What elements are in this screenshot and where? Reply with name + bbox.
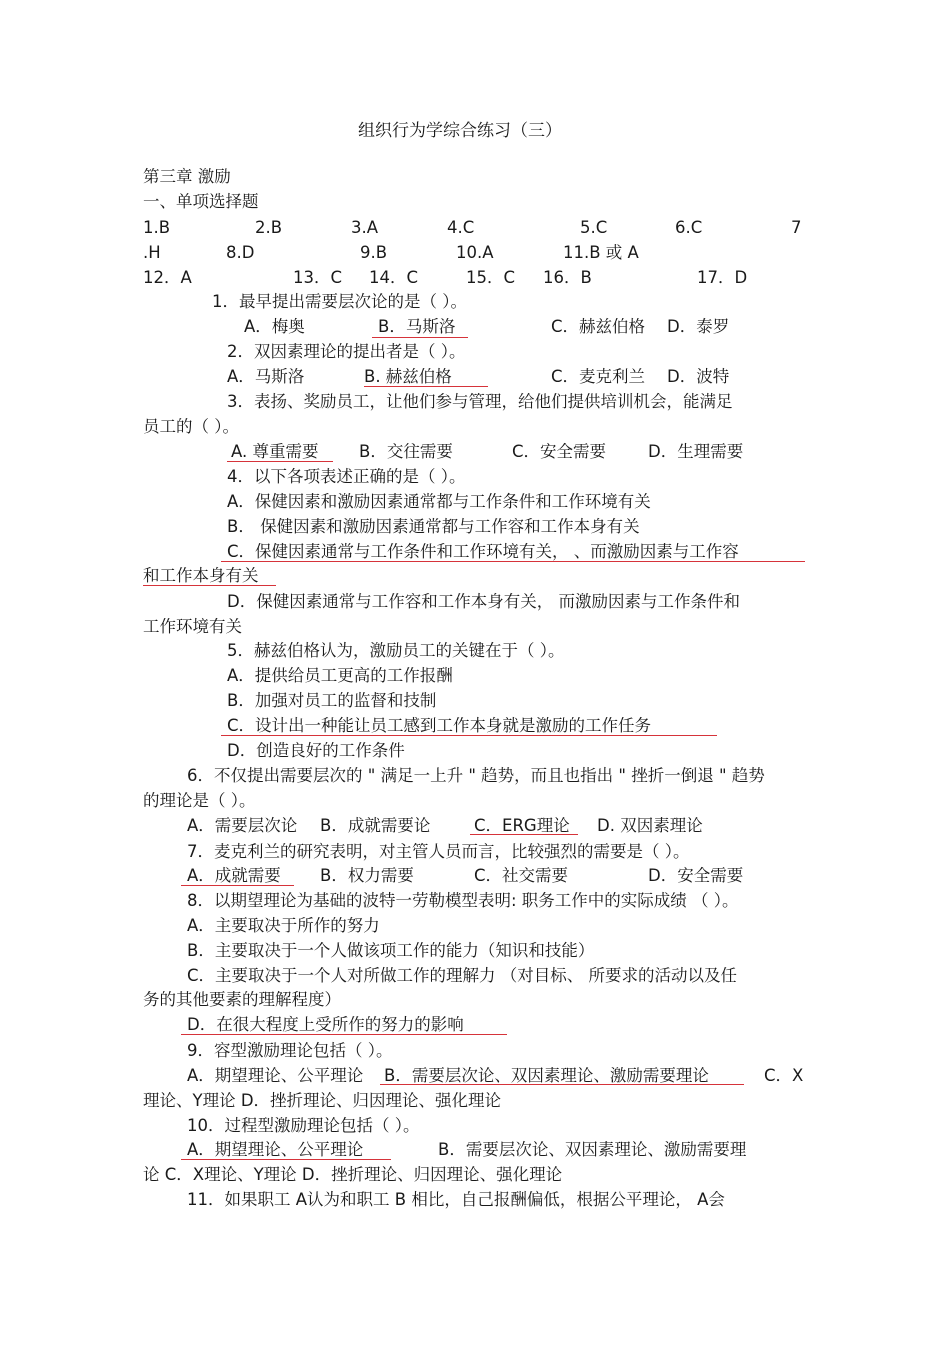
q3-option-a: A. 尊重需要: [231, 442, 319, 461]
question-7-stem: 7．麦克利兰的研究表明，对主管人员而言，比较强烈的需要是（ ）。: [187, 842, 690, 861]
q1-option-b: B．马斯洛: [378, 317, 456, 336]
answer-item: 2.B: [255, 218, 283, 237]
q2-option-d: D．波特: [667, 367, 730, 386]
chapter-heading: 第三章 激励: [143, 167, 231, 186]
q9-option-b: B．需要层次论、双因素理论、激励需要理论: [384, 1066, 709, 1085]
question-10-stem: 10．过程型激励理论包括（ ）。: [187, 1116, 420, 1135]
answer-item: 8.D: [226, 243, 255, 262]
q7-option-b: B．权力需要: [320, 866, 414, 885]
question-5-stem: 5．赫兹伯格认为，激励员工的关键在于（ ）。: [227, 641, 565, 660]
answer-item: 3.A: [351, 218, 379, 237]
answer-item: 16．B: [543, 268, 592, 287]
answer-underline: [221, 561, 805, 562]
q7-option-c: C．社交需要: [474, 866, 569, 885]
q5-option-c: C．设计出一种能让员工感到工作本身就是激励的工作任务: [227, 716, 652, 735]
q3-option-b: B．交往需要: [359, 442, 453, 461]
answer-underline: [470, 834, 578, 835]
q8-option-a: A．主要取决于所作的努力: [187, 916, 380, 935]
q4-option-d: D．保健因素通常与工作容和工作本身有关， 而激励因素与工作条件和: [227, 592, 740, 611]
q5-option-a: A．提供给员工更高的工作报酬: [227, 666, 453, 685]
q8-option-c-cont: 务的其他要素的理解程度）: [143, 990, 341, 1009]
q4-option-c-cont: 和工作本身有关: [143, 566, 259, 585]
q10-options-cont: 论 C．X理论、Y理论 D．挫折理论、归因理论、强化理论: [143, 1165, 563, 1184]
q4-option-d-cont: 工作环境有关: [143, 617, 242, 636]
question-6-stem-cont: 的理论是（ ）。: [143, 791, 256, 810]
question-3-stem: 3．表扬、奖励员工，让他们参与管理，给他们提供培训机会，能满足: [227, 392, 733, 411]
q9-option-a: A．期望理论、公平理论: [187, 1066, 364, 1085]
answer-item: 13．C: [293, 268, 343, 287]
q6-option-d: D. 双因素理论: [597, 816, 703, 835]
answer-underline: [372, 337, 468, 338]
q7-option-d: D．安全需要: [648, 866, 744, 885]
q1-option-d: D．泰罗: [667, 317, 730, 336]
q4-option-a: A．保健因素和激励因素通常都与工作条件和工作环境有关: [227, 492, 651, 511]
q4-option-c: C．保健因素通常与工作条件和工作环境有关， 、而激励因素与工作容: [227, 542, 739, 561]
q6-option-a: A．需要层次论: [187, 816, 298, 835]
answer-underline: [380, 1084, 744, 1085]
page-title: 组织行为学综合练习（三）: [358, 121, 562, 141]
answer-item: 4.C: [447, 218, 475, 237]
section-heading: 一、单项选择题: [143, 192, 259, 211]
q6-option-c: C．ERG理论: [474, 816, 570, 835]
question-3-stem-cont: 员工的（ ）。: [143, 417, 239, 436]
question-9-stem: 9．容型激励理论包括（ ）。: [187, 1041, 393, 1060]
q8-option-c: C．主要取决于一个人对所做工作的理解力 （对目标、 所要求的活动以及任: [187, 966, 738, 985]
answer-item: 1.B: [143, 218, 171, 237]
question-2-stem: 2．双因素理论的提出者是（ ）。: [227, 342, 466, 361]
answer-underline: [181, 885, 294, 886]
answer-item: 9.B: [360, 243, 388, 262]
answer-underline: [181, 1034, 507, 1035]
q4-option-b: B． 保健因素和激励因素通常都与工作容和工作本身有关: [227, 517, 640, 536]
question-4-stem: 4．以下各项表述正确的是（ ）。: [227, 467, 466, 486]
q3-option-c: C．安全需要: [512, 442, 607, 461]
answer-underline: [143, 585, 276, 586]
answer-underline: [364, 386, 488, 387]
q2-option-a: A．马斯洛: [227, 367, 305, 386]
answer-item: 6.C: [675, 218, 703, 237]
q6-option-b: B．成就需要论: [320, 816, 431, 835]
answer-underline: [181, 1159, 391, 1160]
answer-item: 14．C: [369, 268, 419, 287]
q2-option-c: C．麦克利兰: [551, 367, 646, 386]
answer-item: 15．C: [466, 268, 516, 287]
answer-item: 7: [791, 218, 802, 237]
question-11-stem: 11．如果职工 A认为和职工 B 相比，自己报酬偏低，根据公平理论， A会: [187, 1190, 725, 1209]
answer-underline: [227, 461, 333, 462]
q7-option-a: A．成就需要: [187, 866, 281, 885]
q9-option-c: C．X: [764, 1066, 804, 1085]
q3-option-d: D．生理需要: [648, 442, 744, 461]
answer-item: 17．D: [697, 268, 748, 287]
q1-option-a: A．梅奥: [244, 317, 305, 336]
question-1-stem: 1．最早提出需要层次论的是（ ）。: [212, 292, 467, 311]
question-8-stem: 8．以期望理论为基础的波特一劳勒模型表明: 职务工作中的实际成绩 （ ）。: [187, 891, 739, 910]
answer-item: 10.A: [456, 243, 494, 262]
q5-option-b: B．加强对员工的监督和技制: [227, 691, 437, 710]
q5-option-d: D．创造良好的工作条件: [227, 741, 405, 760]
answer-underline: [221, 735, 717, 736]
answer-item: 11.B 或 A: [563, 243, 639, 262]
answer-item: 5.C: [580, 218, 608, 237]
answer-item: .H: [143, 243, 161, 262]
q10-option-a: A．期望理论、公平理论: [187, 1140, 364, 1159]
q10-option-b: B．需要层次论、双因素理论、激励需要理: [438, 1140, 747, 1159]
answer-item: 12．A: [143, 268, 192, 287]
question-6-stem: 6．不仅提出需要层次的 " 满足一上升 " 趋势，而且也指出 " 挫折一倒退 " 趋势: [187, 766, 765, 785]
q8-option-b: B．主要取决于一个人做该项工作的能力（知识和技能）: [187, 941, 595, 960]
q9-options-cont: 理论、Y理论 D．挫折理论、归因理论、强化理论: [143, 1091, 502, 1110]
q2-option-b: B. 赫兹伯格: [364, 367, 452, 386]
q8-option-d: D．在很大程度上受所作的努力的影响: [187, 1015, 464, 1034]
q1-option-c: C．赫兹伯格: [551, 317, 646, 336]
